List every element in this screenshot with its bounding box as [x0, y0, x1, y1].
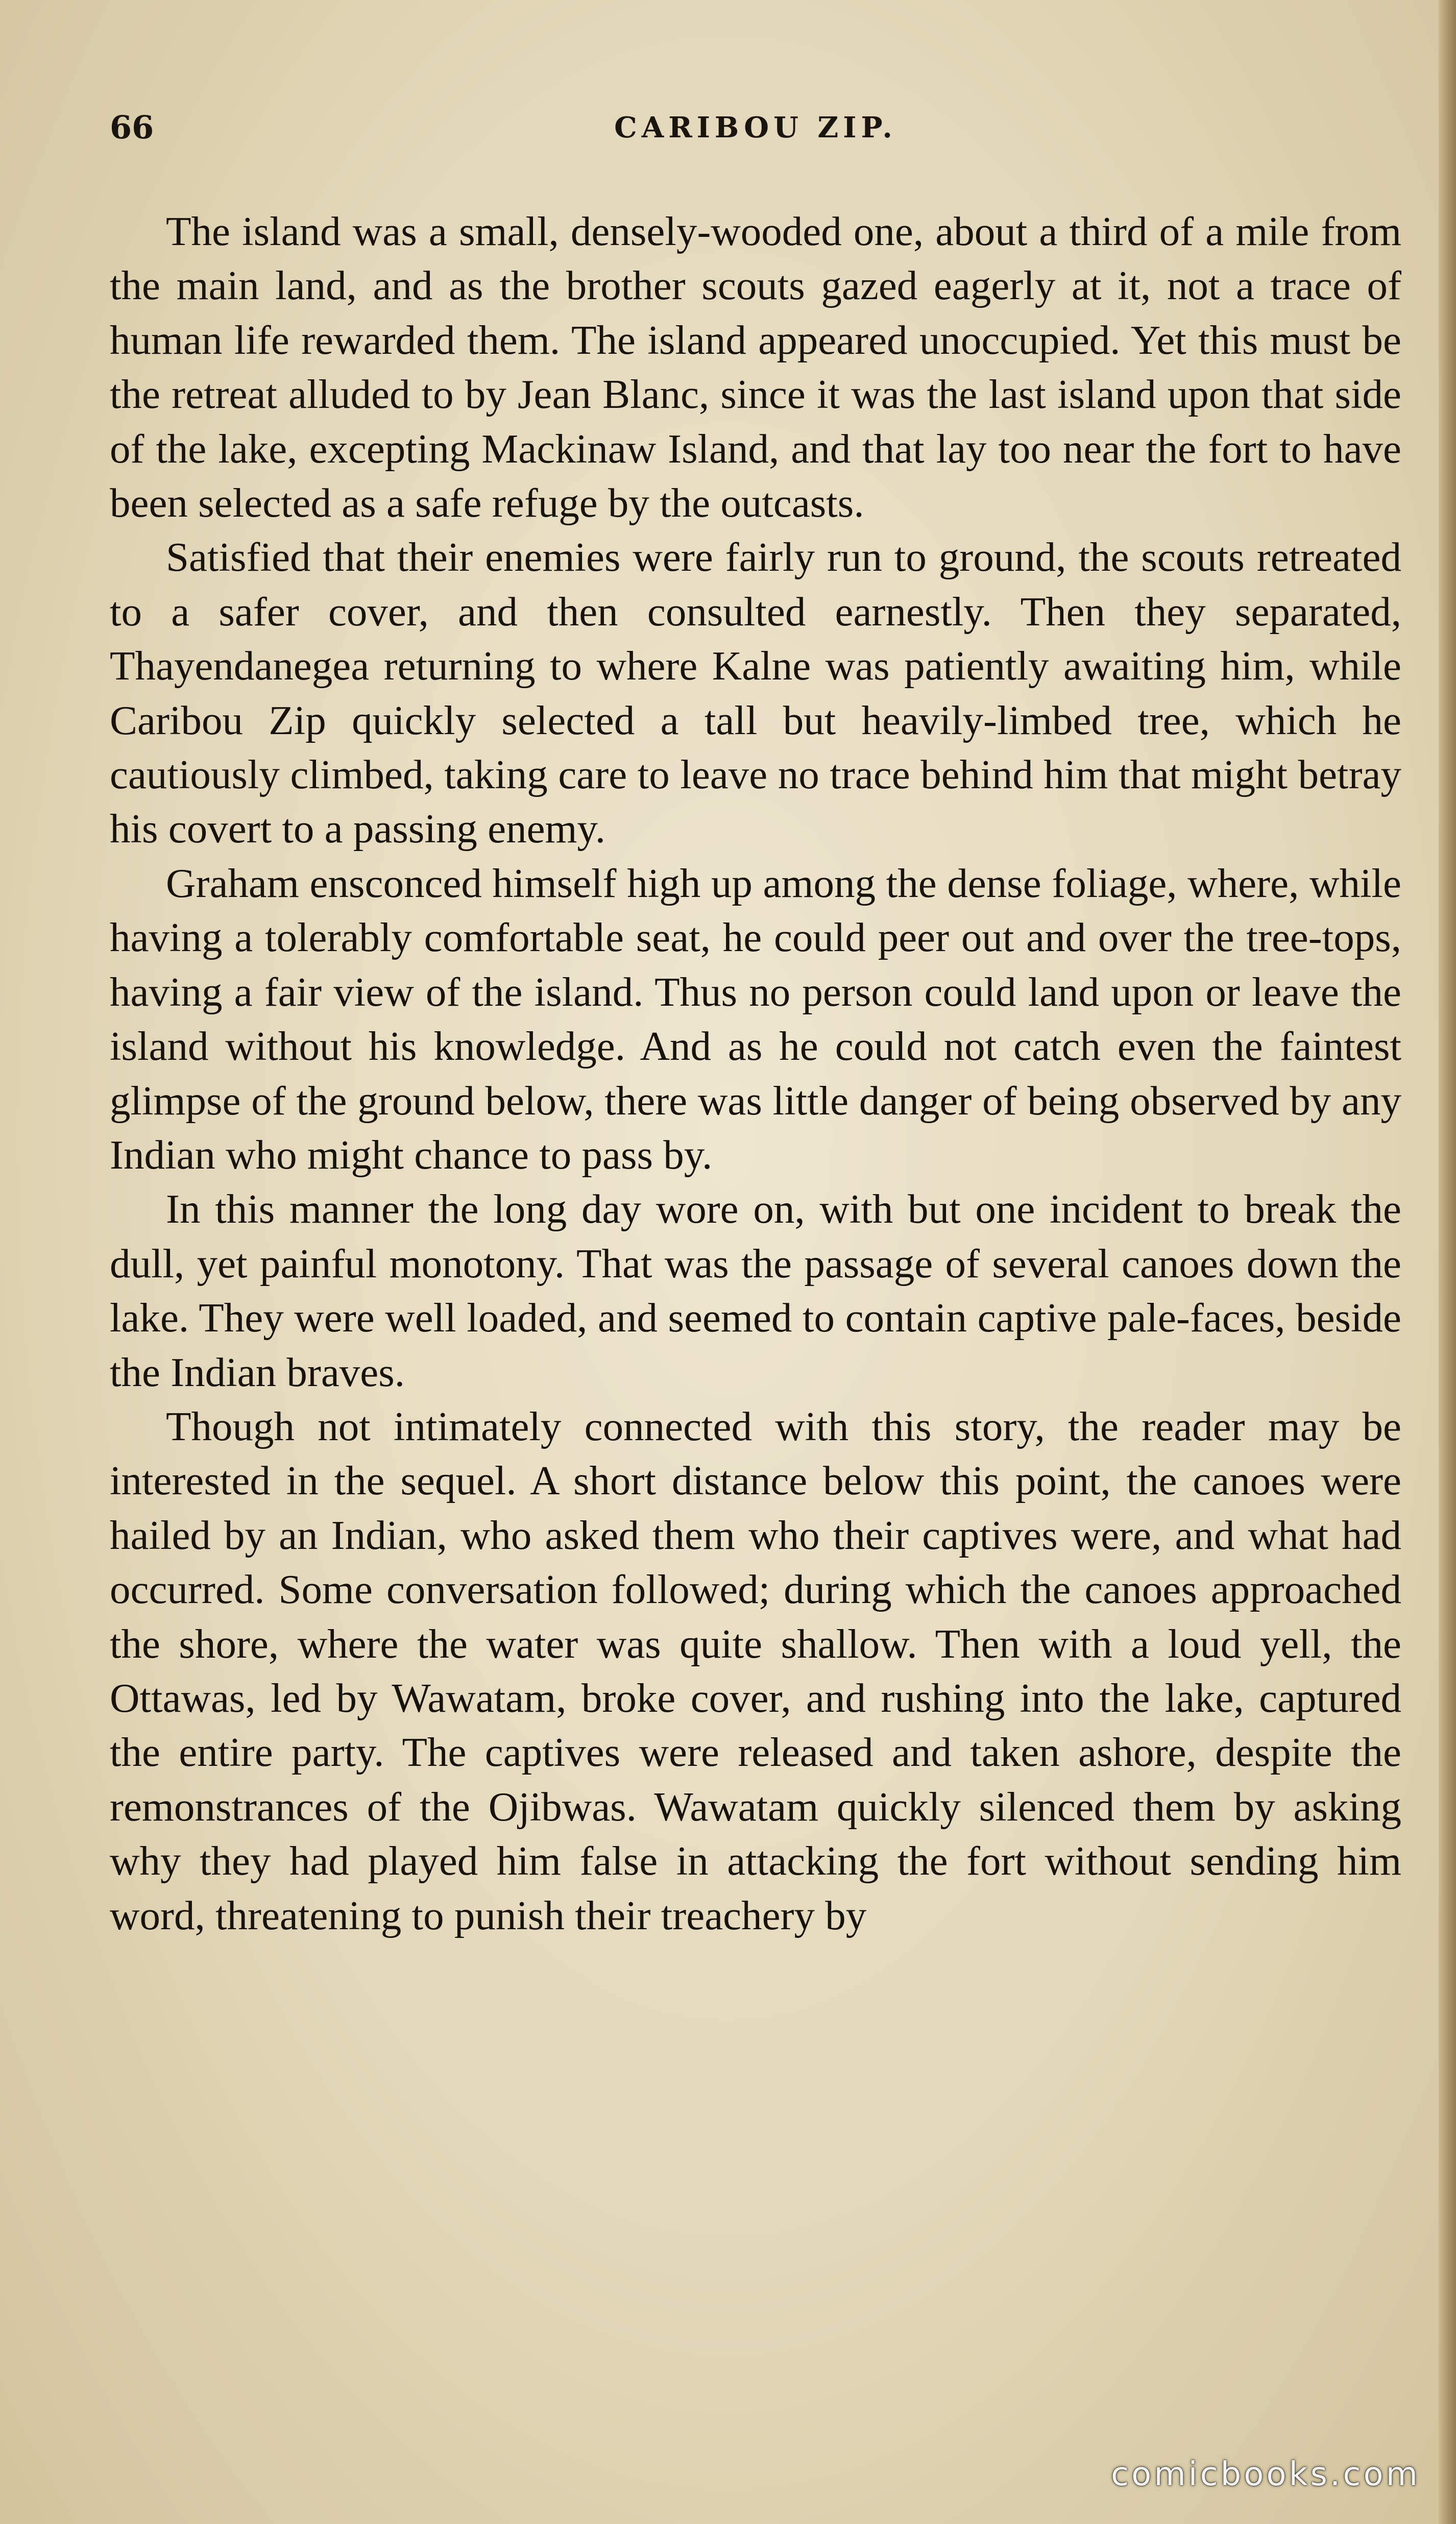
paragraph-3: Graham ensconced himself high up among the dense foliage, where, while having a tolerably comfortable seat, he could peer out and over the tree-tops, having a fair view of the island. Thus no person could land upon or leave the island without his knowledge. And as he could not catch even the faintest glimpse of the ground below, there was little danger of being observed by any Indian who might chance to pass by. [110, 860, 1401, 1178]
paragraph-5: Though not intimately connected with this story, the reader may be interested in the sequel. A short distance below this point, the canoes were hailed by an Indian, who asked them who their captives were, and what had occurred. Some conversation followed; during which the canoes approached the shore, where the water was quite shallow. Then with a loud yell, the Ottawas, led by Wawatam, broke cover, and rushing into the lake, captured the entire party. The captives were released and taken ashore, despite the remonstrances of the Ojibwas. Wawatam quickly silenced them by asking why they had played him false in attacking the fort without sending him word, threatening to punish their treachery by [110, 1403, 1401, 1938]
paragraph-4: In this manner the long day wore on, with but one incident to break the dull, yet painful monotony. That was the passage of several canoes down the lake. They were well loaded, and seemed to contain captive pale-faces, beside the Indian braves. [110, 1186, 1401, 1395]
page-number: 66 [110, 109, 154, 146]
body-text [110, 204, 1401, 1943]
running-head [110, 105, 1401, 151]
paragraph-1: The island was a small, densely-wooded one, about a third of a mile from the main land, and as the brother scouts gazed eagerly at it, not a trace of human life rewarded them. The island appeared unoccupied. Yet this must be the retreat alluded to by Jean Blanc, since it was the last island upon that side of the lake, excepting Mackinaw Island, and that lay too near the fort to have been selected as a safe refuge by the outcasts. [110, 208, 1401, 526]
running-title: CARIBOU ZIP. [614, 111, 897, 144]
watermark: comicbooks.com [1110, 2456, 1420, 2493]
page-edge [1439, 0, 1456, 2524]
paragraph-2: Satisfied that their enemies were fairly run to ground, the scouts retreated to a safer cover, and then consulted earnestly. Then they separated, Thayendanegea returning to where Kalne was patiently awaiting him, while Caribou Zip quickly selected a tall but heavily-limbed tree, which he cautiously climbed, taking care to leave no trace behind him that might betray his covert to a passing enemy. [110, 534, 1401, 852]
